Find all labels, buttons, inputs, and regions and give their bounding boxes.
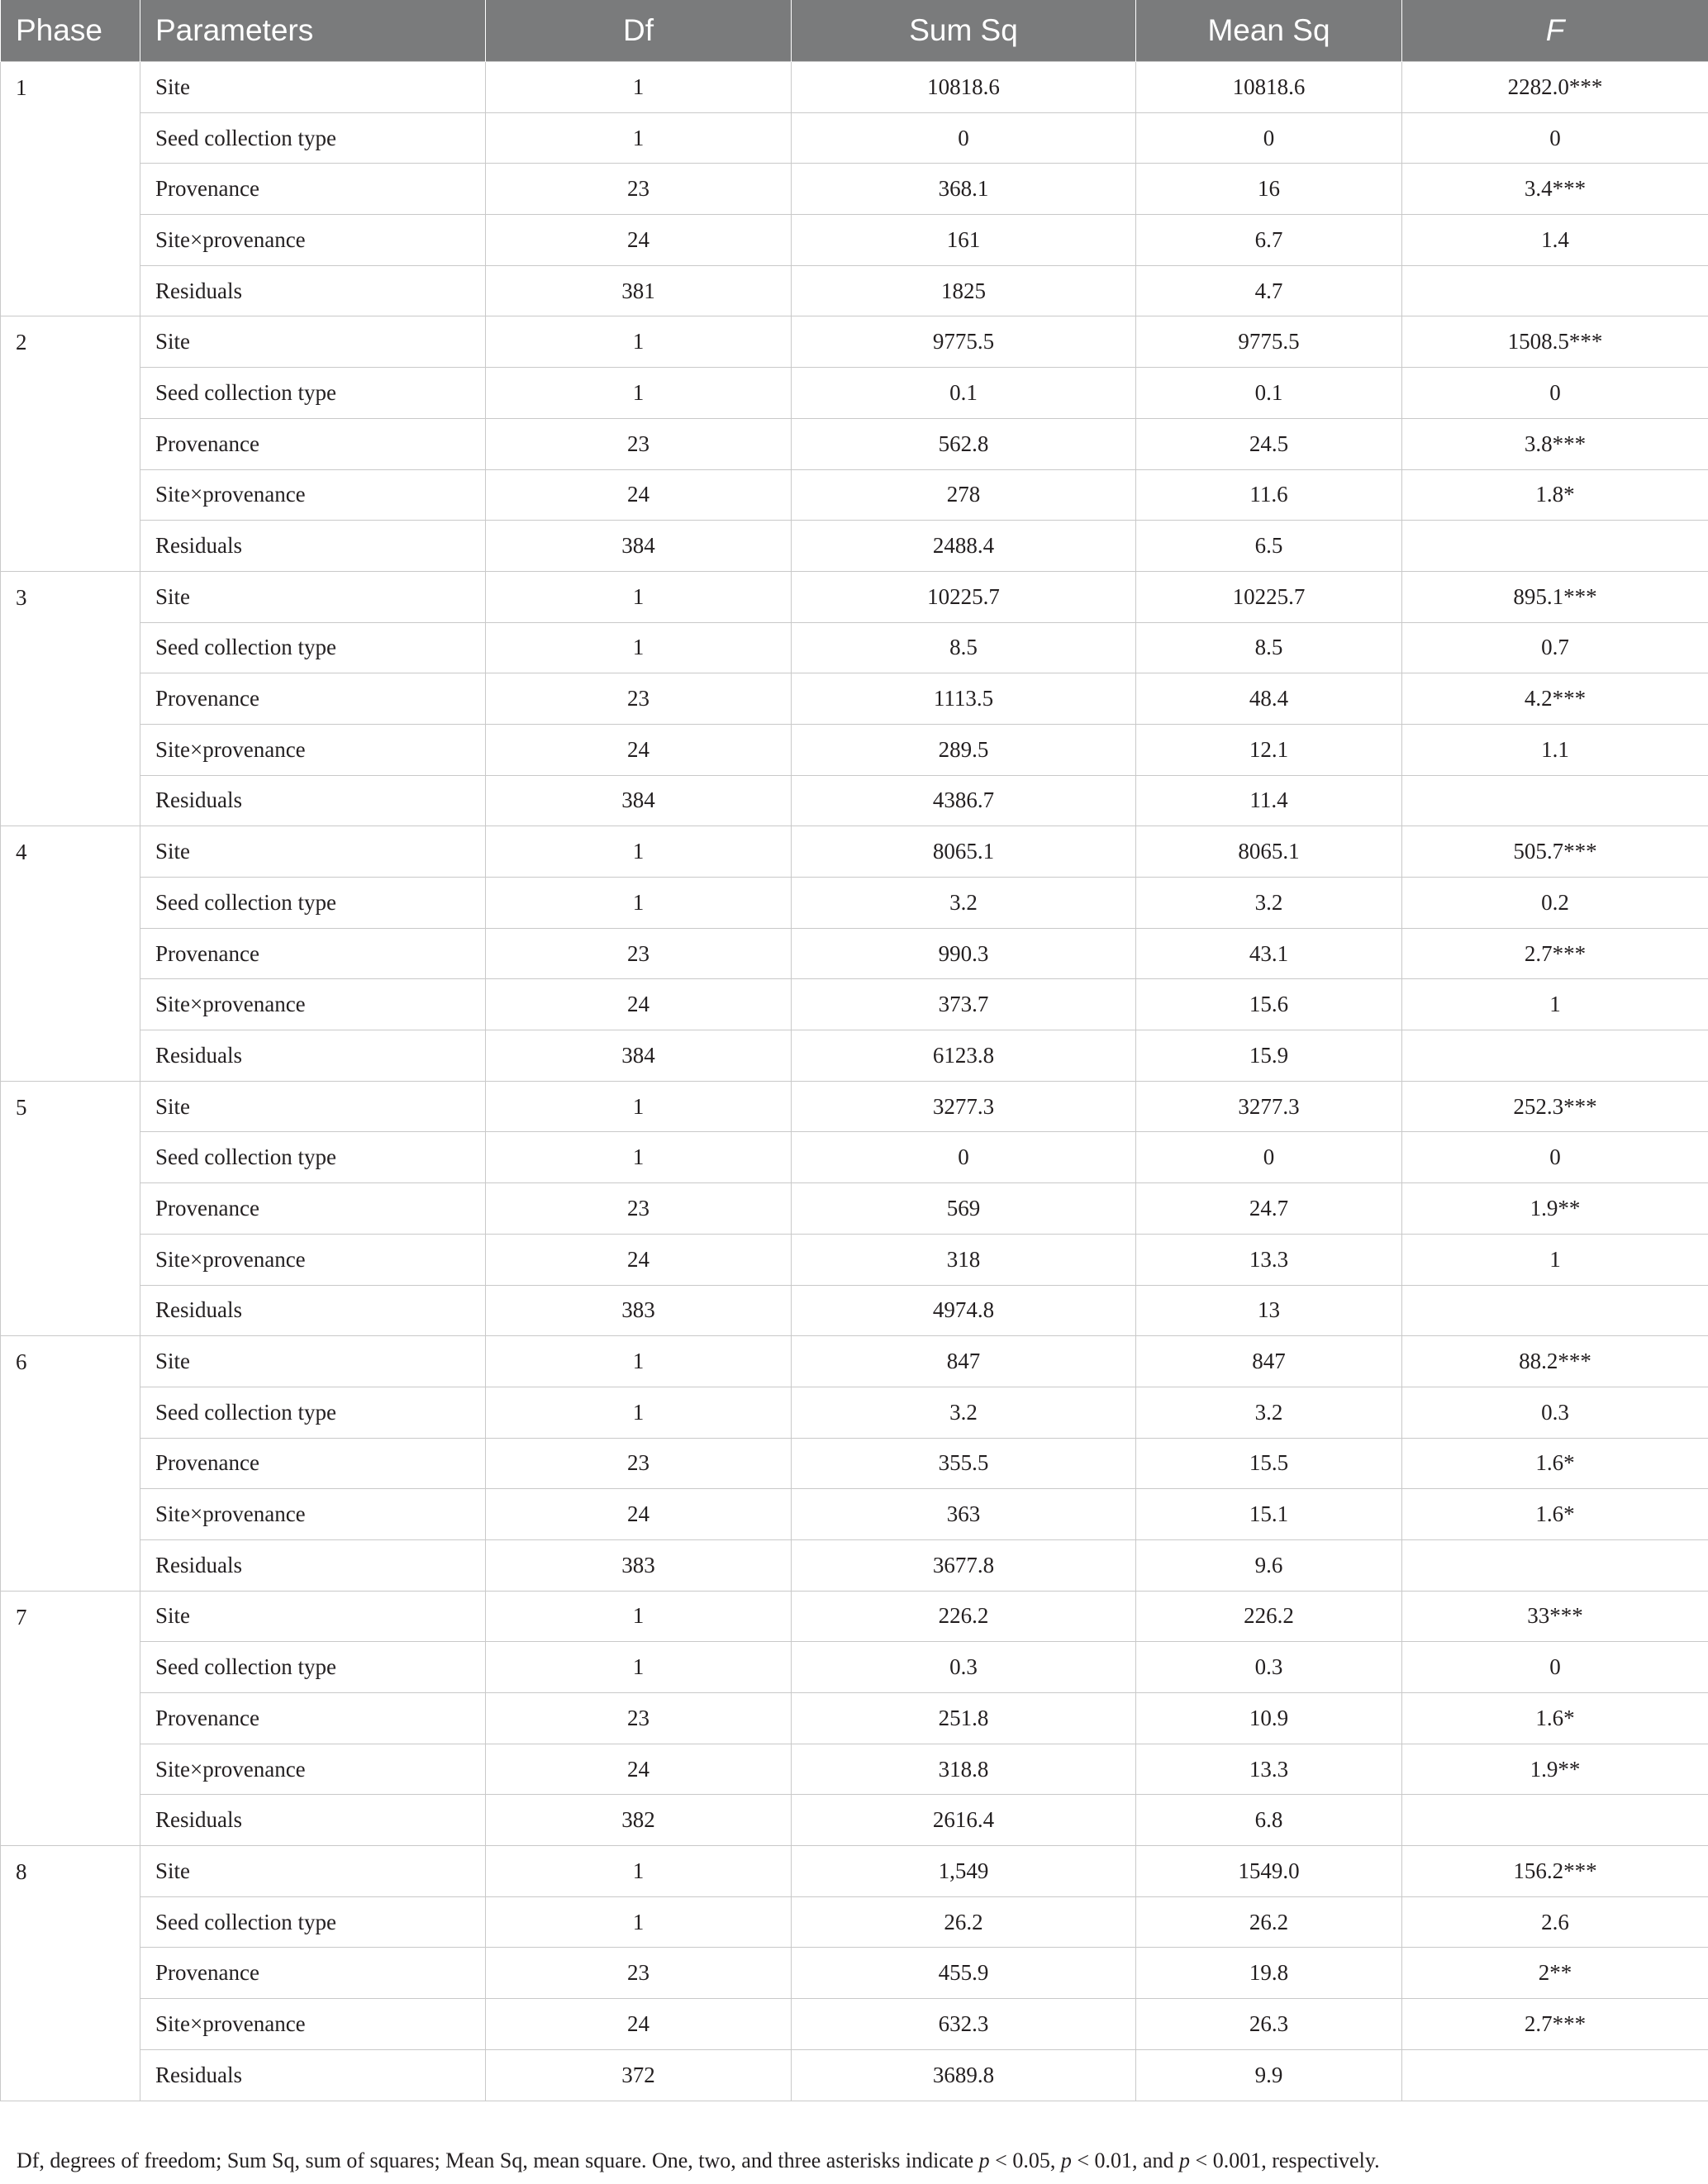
sum-sq-cell: 3.2: [792, 1387, 1136, 1438]
f-value-cell: 1.6*: [1402, 1489, 1708, 1540]
header-mean-sq: Mean Sq: [1136, 0, 1402, 62]
table-row: [1, 1132, 1708, 1183]
df-cell: 24: [486, 1489, 792, 1540]
f-value-cell: 1.4: [1402, 215, 1708, 266]
sum-sq-cell: 3.2: [792, 878, 1136, 929]
df-cell: 23: [486, 1948, 792, 1999]
sum-sq-cell: 318: [792, 1234, 1136, 1285]
sum-sq-cell: 373.7: [792, 979, 1136, 1030]
parameter-cell: Provenance: [140, 1693, 486, 1744]
df-cell: 24: [486, 1999, 792, 2050]
sum-sq-cell: 8065.1: [792, 826, 1136, 878]
parameter-cell: Residuals: [140, 1539, 486, 1591]
mean-sq-cell: 9775.5: [1136, 316, 1402, 368]
header-parameters: Parameters: [140, 0, 486, 62]
mean-sq-cell: 3.2: [1136, 878, 1402, 929]
sum-sq-cell: 562.8: [792, 418, 1136, 469]
header-phase: Phase: [1, 0, 140, 62]
table-row: [1, 1693, 1708, 1744]
mean-sq-cell: 4.7: [1136, 265, 1402, 316]
sum-sq-cell: 278: [792, 469, 1136, 521]
table-body: [1, 62, 1708, 2101]
df-cell: 23: [486, 673, 792, 725]
sum-sq-cell: 4386.7: [792, 775, 1136, 826]
f-value-cell: 252.3***: [1402, 1081, 1708, 1132]
table-row: [1, 469, 1708, 521]
df-cell: 23: [486, 928, 792, 979]
table-footnote: [17, 2148, 1380, 2173]
df-cell: 1: [486, 622, 792, 673]
table-row: [1, 928, 1708, 979]
parameter-cell: Site×provenance: [140, 1744, 486, 1795]
table-row: [1, 775, 1708, 826]
footnote-p-symbol: p: [1060, 2148, 1072, 2172]
mean-sq-cell: 13.3: [1136, 1234, 1402, 1285]
table-row: [1, 1387, 1708, 1438]
mean-sq-cell: 15.9: [1136, 1030, 1402, 1082]
parameter-cell: Site: [140, 62, 486, 113]
sum-sq-cell: 632.3: [792, 1999, 1136, 2050]
sum-sq-cell: 8.5: [792, 622, 1136, 673]
df-cell: 24: [486, 724, 792, 775]
table-row: [1, 979, 1708, 1030]
parameter-cell: Site: [140, 316, 486, 368]
sum-sq-cell: 26.2: [792, 1896, 1136, 1948]
mean-sq-cell: 0: [1136, 112, 1402, 164]
df-cell: 24: [486, 215, 792, 266]
mean-sq-cell: 48.4: [1136, 673, 1402, 725]
f-value-cell: [1402, 1539, 1708, 1591]
sum-sq-cell: 1825: [792, 265, 1136, 316]
sum-sq-cell: 0.3: [792, 1642, 1136, 1693]
table-row: [1, 1539, 1708, 1591]
df-cell: 1: [486, 1846, 792, 1897]
mean-sq-cell: 8065.1: [1136, 826, 1402, 878]
mean-sq-cell: 10.9: [1136, 1693, 1402, 1744]
sum-sq-cell: 226.2: [792, 1591, 1136, 1642]
parameter-cell: Seed collection type: [140, 1642, 486, 1693]
df-cell: 24: [486, 979, 792, 1030]
mean-sq-cell: 9.6: [1136, 1539, 1402, 1591]
parameter-cell: Seed collection type: [140, 1132, 486, 1183]
sum-sq-cell: 0: [792, 1132, 1136, 1183]
mean-sq-cell: 3277.3: [1136, 1081, 1402, 1132]
table-row: [1, 1744, 1708, 1795]
table-row: [1, 215, 1708, 266]
df-cell: 383: [486, 1285, 792, 1336]
f-value-cell: 1.6*: [1402, 1693, 1708, 1744]
mean-sq-cell: 15.6: [1136, 979, 1402, 1030]
table-row: [1, 1489, 1708, 1540]
table-row: [1, 1183, 1708, 1235]
phase-cell: 1: [1, 62, 140, 316]
df-cell: 23: [486, 164, 792, 215]
parameter-cell: Site: [140, 1591, 486, 1642]
f-value-cell: 4.2***: [1402, 673, 1708, 725]
mean-sq-cell: 9.9: [1136, 2049, 1402, 2101]
parameter-cell: Residuals: [140, 1795, 486, 1846]
parameter-cell: Seed collection type: [140, 112, 486, 164]
df-cell: 24: [486, 469, 792, 521]
mean-sq-cell: 6.7: [1136, 215, 1402, 266]
mean-sq-cell: 11.6: [1136, 469, 1402, 521]
mean-sq-cell: 10818.6: [1136, 62, 1402, 113]
parameter-cell: Site: [140, 1846, 486, 1897]
mean-sq-cell: 11.4: [1136, 775, 1402, 826]
parameter-cell: Residuals: [140, 1285, 486, 1336]
header-f: F: [1402, 0, 1708, 62]
sum-sq-cell: 289.5: [792, 724, 1136, 775]
f-value-cell: 33***: [1402, 1591, 1708, 1642]
table-row: [1, 316, 1708, 368]
mean-sq-cell: 26.2: [1136, 1896, 1402, 1948]
df-cell: 1: [486, 1132, 792, 1183]
df-cell: 24: [486, 1744, 792, 1795]
df-cell: 384: [486, 775, 792, 826]
sum-sq-cell: 455.9: [792, 1948, 1136, 1999]
f-value-cell: [1402, 265, 1708, 316]
f-value-cell: 0: [1402, 1132, 1708, 1183]
parameter-cell: Site×provenance: [140, 469, 486, 521]
footnote-text: < 0.01, and: [1071, 2148, 1180, 2172]
mean-sq-cell: 13.3: [1136, 1744, 1402, 1795]
table-row: [1, 1795, 1708, 1846]
sum-sq-cell: 0.1: [792, 368, 1136, 419]
sum-sq-cell: 318.8: [792, 1744, 1136, 1795]
parameter-cell: Provenance: [140, 418, 486, 469]
parameter-cell: Residuals: [140, 265, 486, 316]
df-cell: 23: [486, 1693, 792, 1744]
mean-sq-cell: 6.8: [1136, 1795, 1402, 1846]
f-value-cell: 0.2: [1402, 878, 1708, 929]
parameter-cell: Residuals: [140, 775, 486, 826]
df-cell: 1: [486, 826, 792, 878]
phase-cell: 2: [1, 316, 140, 571]
df-cell: 1: [486, 1336, 792, 1387]
f-value-cell: 0: [1402, 368, 1708, 419]
f-value-cell: [1402, 521, 1708, 572]
f-value-cell: 2.7***: [1402, 1999, 1708, 2050]
df-cell: 381: [486, 265, 792, 316]
mean-sq-cell: 16: [1136, 164, 1402, 215]
table-row: [1, 62, 1708, 113]
sum-sq-cell: 363: [792, 1489, 1136, 1540]
table-row: [1, 571, 1708, 622]
mean-sq-cell: 3.2: [1136, 1387, 1402, 1438]
table-row: [1, 521, 1708, 572]
df-cell: 23: [486, 418, 792, 469]
sum-sq-cell: 3689.8: [792, 2049, 1136, 2101]
table-row: [1, 1846, 1708, 1897]
sum-sq-cell: 3277.3: [792, 1081, 1136, 1132]
f-value-cell: 505.7***: [1402, 826, 1708, 878]
f-value-cell: [1402, 1030, 1708, 1082]
table-row: [1, 265, 1708, 316]
mean-sq-cell: 26.3: [1136, 1999, 1402, 2050]
parameter-cell: Site: [140, 571, 486, 622]
parameter-cell: Seed collection type: [140, 878, 486, 929]
mean-sq-cell: 0.1: [1136, 368, 1402, 419]
df-cell: 1: [486, 62, 792, 113]
f-value-cell: 0.3: [1402, 1387, 1708, 1438]
phase-cell: 4: [1, 826, 140, 1081]
mean-sq-cell: 12.1: [1136, 724, 1402, 775]
table-row: [1, 1285, 1708, 1336]
f-value-cell: 1: [1402, 979, 1708, 1030]
sum-sq-cell: 0: [792, 112, 1136, 164]
mean-sq-cell: 24.7: [1136, 1183, 1402, 1235]
sum-sq-cell: 10818.6: [792, 62, 1136, 113]
sum-sq-cell: 6123.8: [792, 1030, 1136, 1082]
table-row: [1, 1438, 1708, 1489]
mean-sq-cell: 0.3: [1136, 1642, 1402, 1693]
sum-sq-cell: 251.8: [792, 1693, 1136, 1744]
mean-sq-cell: 1549.0: [1136, 1846, 1402, 1897]
sum-sq-cell: 161: [792, 215, 1136, 266]
mean-sq-cell: 13: [1136, 1285, 1402, 1336]
parameter-cell: Provenance: [140, 1438, 486, 1489]
table-row: [1, 878, 1708, 929]
header-sum-sq: Sum Sq: [792, 0, 1136, 62]
table-row: [1, 1896, 1708, 1948]
f-value-cell: 156.2***: [1402, 1846, 1708, 1897]
sum-sq-cell: 2616.4: [792, 1795, 1136, 1846]
footnote-p-symbol: p: [1179, 2148, 1191, 2172]
parameter-cell: Site: [140, 1081, 486, 1132]
phase-cell: 6: [1, 1336, 140, 1591]
f-value-cell: 3.8***: [1402, 418, 1708, 469]
parameter-cell: Provenance: [140, 673, 486, 725]
parameter-cell: Seed collection type: [140, 368, 486, 419]
footnote-text: Df, degrees of freedom; Sum Sq, sum of squares; Mean Sq, mean square. One, two, and three asterisks indicate: [17, 2148, 979, 2172]
sum-sq-cell: 847: [792, 1336, 1136, 1387]
parameter-cell: Residuals: [140, 1030, 486, 1082]
parameter-cell: Provenance: [140, 164, 486, 215]
df-cell: 1: [486, 1896, 792, 1948]
sum-sq-cell: 4974.8: [792, 1285, 1136, 1336]
table-row: [1, 1030, 1708, 1082]
phase-cell: 7: [1, 1591, 140, 1845]
sum-sq-cell: 3677.8: [792, 1539, 1136, 1591]
parameter-cell: Site: [140, 1336, 486, 1387]
f-value-cell: 88.2***: [1402, 1336, 1708, 1387]
table-row: [1, 368, 1708, 419]
mean-sq-cell: 10225.7: [1136, 571, 1402, 622]
df-cell: 1: [486, 368, 792, 419]
f-value-cell: 1.9**: [1402, 1183, 1708, 1235]
mean-sq-cell: 0: [1136, 1132, 1402, 1183]
footnote-text: < 0.05,: [989, 2148, 1061, 2172]
f-value-cell: 895.1***: [1402, 571, 1708, 622]
sum-sq-cell: 1,549: [792, 1846, 1136, 1897]
table-row: [1, 1081, 1708, 1132]
footnote-p-symbol: p: [978, 2148, 990, 2172]
df-cell: 1: [486, 1642, 792, 1693]
phase-cell: 8: [1, 1846, 140, 2101]
parameter-cell: Residuals: [140, 2049, 486, 2101]
f-value-cell: 0.7: [1402, 622, 1708, 673]
df-cell: 1: [486, 1387, 792, 1438]
f-value-cell: [1402, 1285, 1708, 1336]
header-df: Df: [486, 0, 792, 62]
table-row: [1, 1948, 1708, 1999]
f-value-cell: 1.1: [1402, 724, 1708, 775]
df-cell: 23: [486, 1438, 792, 1489]
df-cell: 1: [486, 316, 792, 368]
table-row: [1, 112, 1708, 164]
table-row: [1, 622, 1708, 673]
mean-sq-cell: 24.5: [1136, 418, 1402, 469]
parameter-cell: Residuals: [140, 521, 486, 572]
parameter-cell: Site×provenance: [140, 215, 486, 266]
parameter-cell: Site×provenance: [140, 1999, 486, 2050]
mean-sq-cell: 43.1: [1136, 928, 1402, 979]
df-cell: 372: [486, 2049, 792, 2101]
phase-cell: 3: [1, 571, 140, 826]
table-row: [1, 1336, 1708, 1387]
df-cell: 24: [486, 1234, 792, 1285]
mean-sq-cell: 6.5: [1136, 521, 1402, 572]
footnote-text: < 0.001, respectively.: [1190, 2148, 1380, 2172]
f-value-cell: 0: [1402, 112, 1708, 164]
df-cell: 23: [486, 1183, 792, 1235]
table-row: [1, 1999, 1708, 2050]
parameter-cell: Site: [140, 826, 486, 878]
f-value-cell: 3.4***: [1402, 164, 1708, 215]
parameter-cell: Site×provenance: [140, 979, 486, 1030]
f-value-cell: [1402, 2049, 1708, 2101]
df-cell: 1: [486, 571, 792, 622]
f-value-cell: 1508.5***: [1402, 316, 1708, 368]
mean-sq-cell: 19.8: [1136, 1948, 1402, 1999]
parameter-cell: Seed collection type: [140, 1387, 486, 1438]
table-row: [1, 2049, 1708, 2101]
sum-sq-cell: 355.5: [792, 1438, 1136, 1489]
f-value-cell: 1.9**: [1402, 1744, 1708, 1795]
f-value-cell: 2282.0***: [1402, 62, 1708, 113]
df-cell: 382: [486, 1795, 792, 1846]
f-value-cell: 2.6: [1402, 1896, 1708, 1948]
table-row: [1, 1234, 1708, 1285]
table-row: [1, 673, 1708, 725]
sum-sq-cell: 368.1: [792, 164, 1136, 215]
parameter-cell: Provenance: [140, 1948, 486, 1999]
sum-sq-cell: 9775.5: [792, 316, 1136, 368]
df-cell: 1: [486, 1591, 792, 1642]
parameter-cell: Seed collection type: [140, 1896, 486, 1948]
table-row: [1, 1642, 1708, 1693]
phase-cell: 5: [1, 1081, 140, 1335]
parameter-cell: Provenance: [140, 1183, 486, 1235]
df-cell: 384: [486, 521, 792, 572]
table-row: [1, 724, 1708, 775]
f-value-cell: 2.7***: [1402, 928, 1708, 979]
f-value-cell: [1402, 775, 1708, 826]
f-value-cell: 1: [1402, 1234, 1708, 1285]
table-row: [1, 826, 1708, 878]
df-cell: 384: [486, 1030, 792, 1082]
f-value-cell: 2**: [1402, 1948, 1708, 1999]
parameter-cell: Provenance: [140, 928, 486, 979]
parameter-cell: Site×provenance: [140, 1489, 486, 1540]
header-row: [1, 0, 1708, 62]
df-cell: 1: [486, 1081, 792, 1132]
df-cell: 1: [486, 878, 792, 929]
table-row: [1, 164, 1708, 215]
mean-sq-cell: 226.2: [1136, 1591, 1402, 1642]
mean-sq-cell: 847: [1136, 1336, 1402, 1387]
table-row: [1, 1591, 1708, 1642]
parameter-cell: Site×provenance: [140, 1234, 486, 1285]
mean-sq-cell: 15.5: [1136, 1438, 1402, 1489]
parameter-cell: Seed collection type: [140, 622, 486, 673]
sum-sq-cell: 990.3: [792, 928, 1136, 979]
f-value-cell: 1.8*: [1402, 469, 1708, 521]
f-value-cell: [1402, 1795, 1708, 1846]
mean-sq-cell: 15.1: [1136, 1489, 1402, 1540]
table-header: [1, 0, 1708, 62]
table-row: [1, 418, 1708, 469]
mean-sq-cell: 8.5: [1136, 622, 1402, 673]
sum-sq-cell: 2488.4: [792, 521, 1136, 572]
sum-sq-cell: 1113.5: [792, 673, 1136, 725]
parameter-cell: Site×provenance: [140, 724, 486, 775]
sum-sq-cell: 569: [792, 1183, 1136, 1235]
df-cell: 1: [486, 112, 792, 164]
sum-sq-cell: 10225.7: [792, 571, 1136, 622]
df-cell: 383: [486, 1539, 792, 1591]
f-value-cell: 0: [1402, 1642, 1708, 1693]
f-value-cell: 1.6*: [1402, 1438, 1708, 1489]
